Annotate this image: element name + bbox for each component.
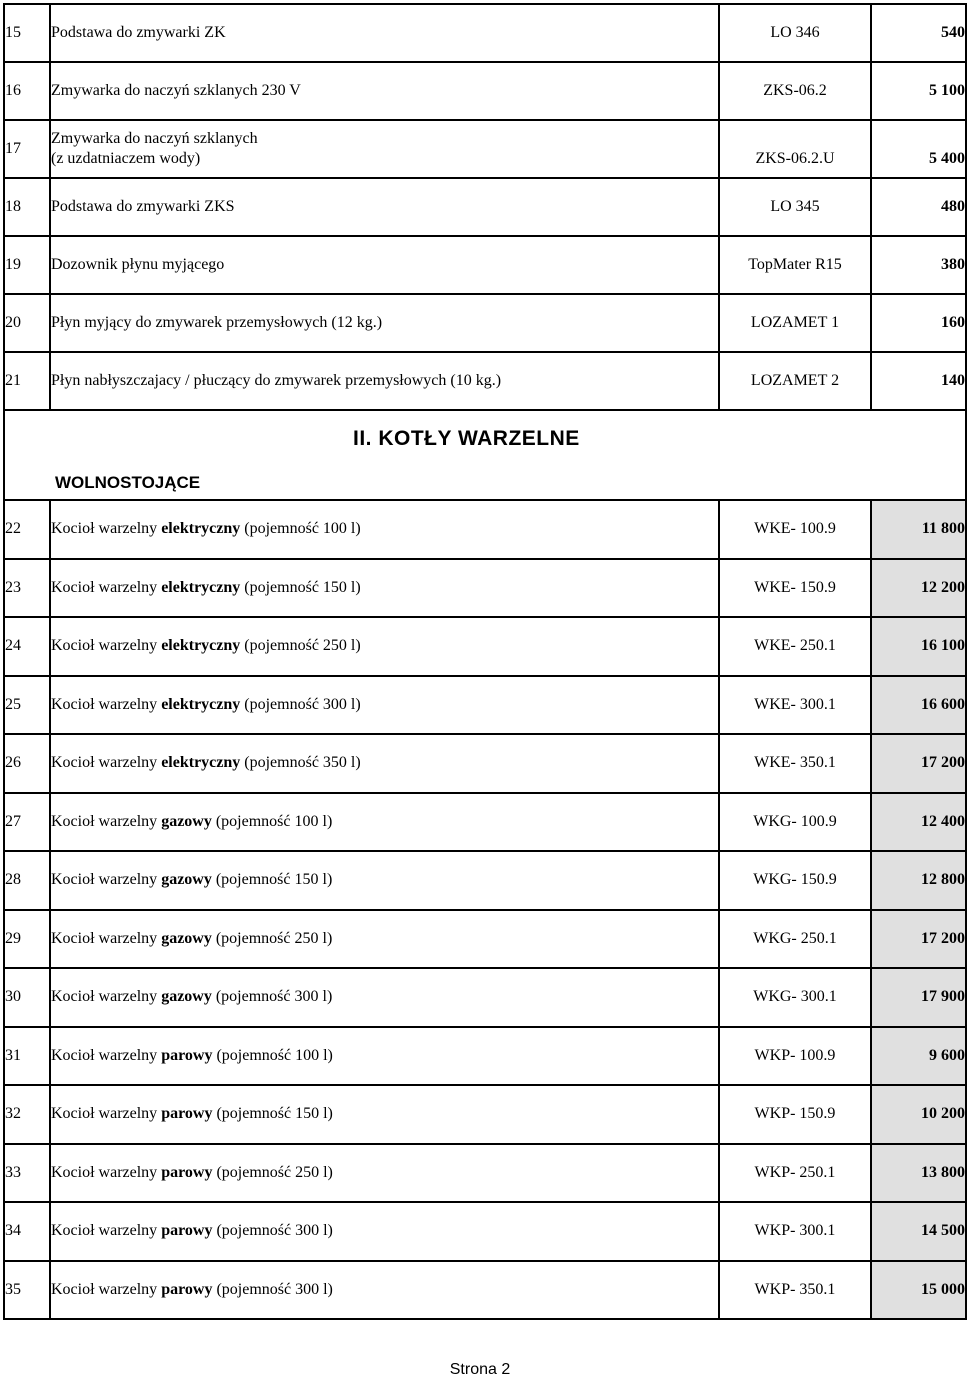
row-description: Podstawa do zmywarki ZK [50,4,719,62]
row-description [50,1027,719,1086]
row-description-kind: elektryczny [161,578,241,596]
row-number: 27 [4,793,50,852]
row-model: LO 346 [719,4,871,62]
table-row [4,1144,966,1203]
table-row [4,734,966,793]
row-price: 480 [871,178,966,236]
row-price: 17 200 [871,734,966,793]
row-description-kind: elektryczny [161,754,241,772]
row-number: 34 [4,1202,50,1261]
row-description-prefix: Kocioł warzelny [51,812,162,830]
row-description-prefix: Kocioł warzelny [51,929,162,947]
row-description-prefix: Kocioł warzelny [51,695,162,713]
row-description-kind: parowy [161,1222,213,1240]
row-description-prefix: Kocioł warzelny [51,988,162,1006]
row-description-kind: parowy [161,1046,213,1064]
table-row [4,559,966,618]
row-number: 26 [4,734,50,793]
row-number: 35 [4,1261,50,1320]
row-price: 9 600 [871,1027,966,1086]
row-description-kind: elektryczny [161,637,241,655]
row-description-suffix: (pojemność 100 l) [212,1046,333,1064]
row-description [50,120,719,178]
row-price: 540 [871,4,966,62]
table-row [4,236,966,294]
row-description [50,676,719,735]
row-description-kind: gazowy [161,988,212,1006]
row-number: 19 [4,236,50,294]
row-price: 12 200 [871,559,966,618]
row-description [50,1202,719,1261]
row-description: Podstawa do zmywarki ZKS [50,178,719,236]
row-description-prefix: Kocioł warzelny [51,578,162,596]
row-description [50,1144,719,1203]
row-price: 16 600 [871,676,966,735]
row-number: 15 [4,4,50,62]
row-price: 12 800 [871,851,966,910]
row-price: 12 400 [871,793,966,852]
row-number: 30 [4,968,50,1027]
row-description [50,617,719,676]
row-number: 21 [4,352,50,410]
row-description-prefix: Kocioł warzelny [51,754,162,772]
row-model: LOZAMET 2 [719,352,871,410]
table-row [4,617,966,676]
row-description [50,734,719,793]
section-header-cell [4,410,966,500]
table-row [4,851,966,910]
row-description-suffix: (pojemność 300 l) [212,1280,333,1298]
row-model: WKG- 100.9 [719,793,871,852]
row-description [50,559,719,618]
row-number: 23 [4,559,50,618]
row-price: 5 400 [871,120,966,178]
row-number: 17 [4,120,50,178]
row-number: 29 [4,910,50,969]
table-row [4,910,966,969]
row-description-suffix: (pojemność 150 l) [240,578,361,596]
row-model: WKP- 150.9 [719,1085,871,1144]
table-row [4,1085,966,1144]
row-model: ZKS-06.2 [719,62,871,120]
row-description [50,1261,719,1320]
row-description-prefix: Kocioł warzelny [51,520,162,538]
row-model: TopMater R15 [719,236,871,294]
row-description-kind: elektryczny [161,695,241,713]
row-description-kind: gazowy [161,929,212,947]
row-model: WKE- 300.1 [719,676,871,735]
row-description-prefix: Kocioł warzelny [51,1105,162,1123]
row-description [50,910,719,969]
row-model: WKG- 300.1 [719,968,871,1027]
price-list-sheet [3,3,965,1320]
row-model: WKE- 250.1 [719,617,871,676]
row-description-line1: Zmywarka do naczyń szklanych [51,130,258,147]
row-model: WKG- 250.1 [719,910,871,969]
row-model: WKP- 100.9 [719,1027,871,1086]
row-description-suffix: (pojemność 150 l) [212,1105,333,1123]
row-description: Płyn myjący do zmywarek przemysłowych (12 kg.) [50,294,719,352]
row-description: Zmywarka do naczyń szklanych 230 V [50,62,719,120]
row-model: WKE- 100.9 [719,500,871,559]
row-description-suffix: (pojemność 250 l) [211,929,333,947]
row-description: Płyn nabłyszczajacy / płuczący do zmywarek przemysłowych (10 kg.) [50,352,719,410]
table-row [4,1027,966,1086]
row-model: WKE- 150.9 [719,559,871,618]
section-title: II. KOTŁY WARZELNE [353,427,580,450]
table-row [4,1261,966,1320]
row-description-prefix: Kocioł warzelny [51,871,162,889]
row-description-suffix: (pojemność 300 l) [212,1222,333,1240]
row-description-kind: gazowy [161,871,212,889]
row-number: 24 [4,617,50,676]
table-row [4,4,966,62]
row-price: 140 [871,352,966,410]
table-row [4,62,966,120]
table-row [4,294,966,352]
row-number: 18 [4,178,50,236]
row-price: 17 900 [871,968,966,1027]
row-description-prefix: Kocioł warzelny [51,1280,162,1298]
table-row [4,352,966,410]
row-description [50,500,719,559]
row-number: 28 [4,851,50,910]
table-row [4,120,966,178]
row-price: 11 800 [871,500,966,559]
row-number: 22 [4,500,50,559]
row-description-suffix: (pojemność 300 l) [240,695,361,713]
row-description-suffix: (pojemność 250 l) [240,637,361,655]
row-description [50,793,719,852]
row-model: LO 345 [719,178,871,236]
row-description-prefix: Kocioł warzelny [51,637,162,655]
row-number: 32 [4,1085,50,1144]
row-description [50,1085,719,1144]
row-description-suffix: (pojemność 300 l) [211,988,333,1006]
table-row [4,178,966,236]
row-description-kind: parowy [161,1280,213,1298]
row-number: 31 [4,1027,50,1086]
row-description-suffix: (pojemność 250 l) [212,1163,333,1181]
section-subtitle: WOLNOSTOJĄCE [55,473,201,492]
row-description-kind: parowy [161,1105,213,1123]
row-description [50,851,719,910]
row-model: WKP- 300.1 [719,1202,871,1261]
row-description-prefix: Kocioł warzelny [51,1163,162,1181]
row-description-line2: (z uzdatniaczem wody) [51,150,201,167]
row-description-prefix: Kocioł warzelny [51,1222,162,1240]
row-price: 5 100 [871,62,966,120]
row-model: WKP- 350.1 [719,1261,871,1320]
table-row [4,500,966,559]
row-description-kind: gazowy [161,812,212,830]
row-price: 16 100 [871,617,966,676]
row-description: Dozownik płynu myjącego [50,236,719,294]
row-description-prefix: Kocioł warzelny [51,1046,162,1064]
row-price: 160 [871,294,966,352]
row-model: WKE- 350.1 [719,734,871,793]
row-model: ZKS-06.2.U [719,120,871,178]
row-number: 33 [4,1144,50,1203]
page-footer: Strona 2 [449,1361,511,1378]
row-description [50,968,719,1027]
row-model: LOZAMET 1 [719,294,871,352]
row-price: 13 800 [871,1144,966,1203]
row-description-suffix: (pojemność 150 l) [211,871,333,889]
row-price: 14 500 [871,1202,966,1261]
row-number: 16 [4,62,50,120]
row-price: 17 200 [871,910,966,969]
row-description-suffix: (pojemność 100 l) [211,812,333,830]
row-description-suffix: (pojemność 100 l) [240,520,361,538]
table-row [4,676,966,735]
table-row [4,793,966,852]
row-description-kind: parowy [161,1163,213,1181]
table-row [4,1202,966,1261]
row-model: WKP- 250.1 [719,1144,871,1203]
row-description-suffix: (pojemność 350 l) [240,754,361,772]
kotly-rows [4,500,966,1319]
row-price: 15 000 [871,1261,966,1320]
section-header [4,410,966,500]
row-number: 25 [4,676,50,735]
price-table [3,3,967,1320]
row-price: 10 200 [871,1085,966,1144]
table-row [4,968,966,1027]
row-description-kind: elektryczny [161,520,241,538]
row-model: WKG- 150.9 [719,851,871,910]
row-price: 380 [871,236,966,294]
row-number: 20 [4,294,50,352]
